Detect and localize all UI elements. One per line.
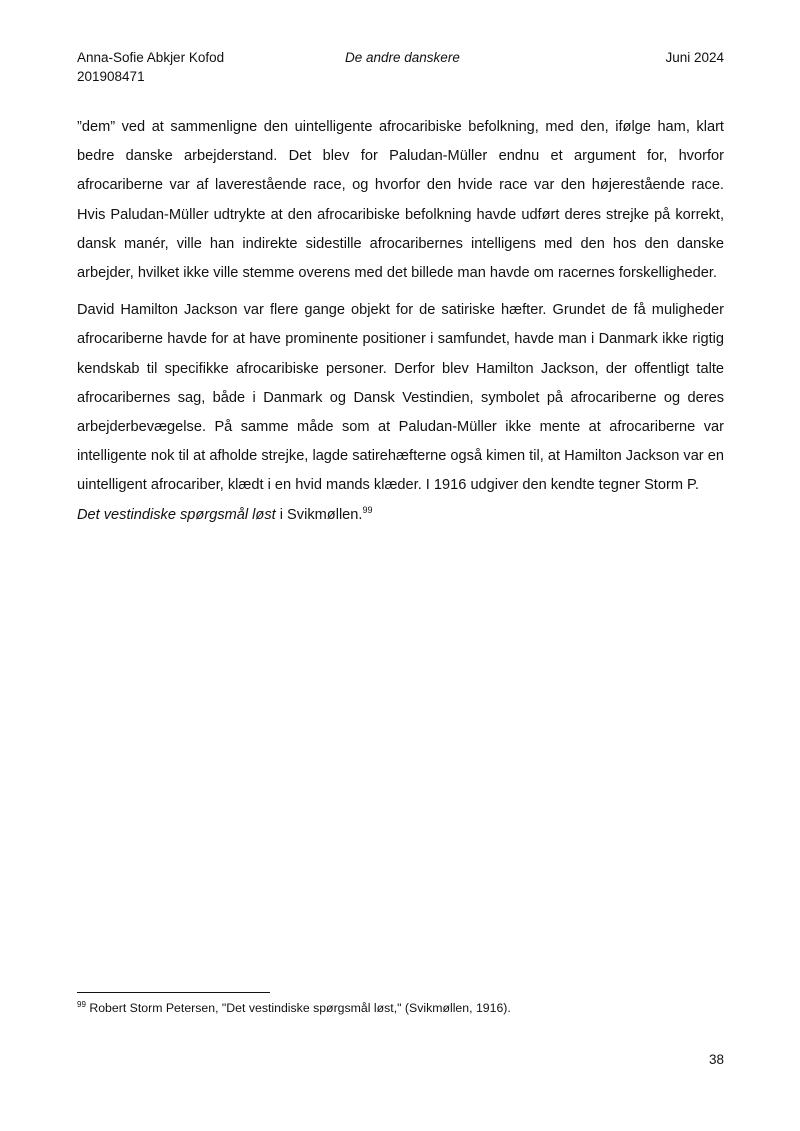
paragraph-2 <box>77 296 724 530</box>
footnote-text: Robert Storm Petersen, "Det vestindiske spørgsmål løst," (Svikmøllen, 1916). <box>85 1001 511 1015</box>
paragraph-2-text: David Hamilton Jackson var flere gange objekt for de satiriske hæfter. Grundet de få muligheder afrocariberne havde for at have prominente positioner i samfundet, havde man i Danmark ikke rigtig kendskab til specifikke afrocaribiske personer. Derfor blev Hamilton Jackson, der offentligt talte afrocaribernes sag, både i Danmark og Dansk Vestindien, symbolet på afrocariberne og deres arbejderbevægelse. På samme måde som at Paludan-Müller ikke mente at afrocariberne var intelligente nok til at afholde strejke, lagde satirehæfterne også kimen til, at Hamilton Jackson var en uintelligent afrocariber, klædt i en hvid mands klæder. I 1916 udgiver den kendte tegner Storm P. <box>77 302 724 494</box>
footnote-reference[interactable]: 99 <box>362 504 373 515</box>
header-author-block <box>77 48 224 86</box>
paragraph-2-italic-title: Det vestindiske spørgsmål løst <box>77 506 276 523</box>
header-student-id: 201908471 <box>77 69 145 84</box>
body-text <box>77 113 724 538</box>
footnote-divider <box>77 992 270 993</box>
header-author: Anna-Sofie Abkjer Kofod <box>77 50 225 65</box>
page-number: 38 <box>708 1052 724 1067</box>
paragraph-2-tail: i Svikmøllen. <box>275 506 363 523</box>
footnote <box>77 1000 724 1017</box>
paragraph-1: ”dem” ved at sammenligne den uintelligente afrocaribiske befolkning, med den, ifølge ham, klart bedre danske arbejderstand. Det blev for Paludan-Müller endnu et argument for, hvorfor afrocariberne var af laverestående race, og hvorfor den hvide race var den højerestående race. Hvis Paludan-Müller udtrykte at den afrocaribiske befolkning havde udført deres strejke på korrekt, dansk manér, ville han indirekte sidestille afrocaribernes intelligens med den hos den danske arbejder, hvilket ikke ville stemme overens med det billede man havde om racernes forskelligheder. <box>77 119 724 282</box>
header-title: De andre danskere <box>345 50 460 65</box>
footnote-number: 99 <box>77 999 86 1009</box>
header-date: Juni 2024 <box>665 50 724 65</box>
